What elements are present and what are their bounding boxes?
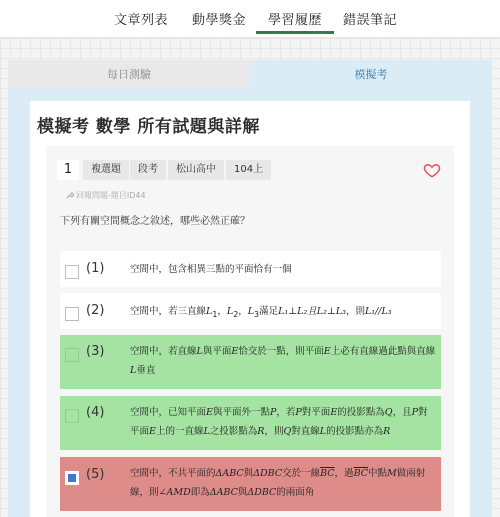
option-4-checkbox[interactable]	[65, 409, 79, 423]
option-1-label: (1)	[86, 261, 105, 276]
option-4-label: (4)	[86, 405, 105, 420]
question-number: 1	[57, 160, 79, 180]
tag-semester[interactable]: 104上	[226, 160, 271, 180]
tag-exam-type[interactable]: 段考	[130, 160, 166, 180]
wrench-icon	[66, 191, 74, 199]
question-stem: 下列有關空間概念之敘述，哪些必然正確？	[60, 216, 250, 227]
report-link-text: 回報問題-題目ID44	[76, 191, 146, 200]
option-3[interactable]	[60, 335, 441, 389]
page-title: 模擬考 數學 所有試題與詳解	[37, 117, 260, 137]
nav-tab-article-list[interactable]: 文章列表	[114, 13, 169, 28]
sub-tabs	[8, 60, 492, 89]
option-4-text: 空間中，已知平面E與平面外一點P，若P對平面E的投影點為Q，且P對 平面E上的一直線L之投影點為R，則Q對直線L的投影點亦為R	[130, 407, 428, 437]
option-2-text: 空間中，若三直線$L_1$，$L_2$，$L_3$滿足L₁⊥L₂且L₂⊥L₃，則L₁//L₃	[130, 306, 392, 319]
nav-tab-learning-history[interactable]: 學習履歷	[256, 9, 334, 34]
option-2-checkbox[interactable]	[65, 307, 79, 321]
favorite-heart-icon[interactable]	[423, 161, 441, 179]
top-navigation	[0, 0, 500, 38]
option-4[interactable]	[60, 396, 441, 450]
option-1[interactable]	[60, 251, 441, 287]
option-1-text: 空間中，包含相異三點的平面恰有一個	[130, 264, 292, 275]
subtab-daily-quiz[interactable]: 每日測驗	[8, 60, 250, 89]
nav-tab-error-notes[interactable]: 錯誤筆記	[343, 13, 398, 28]
option-1-checkbox[interactable]	[65, 265, 79, 279]
subtab-mock-exam[interactable]: 模擬考	[250, 60, 492, 89]
option-5-text: 空間中，不共平面的ΔABC與ΔDBC交於一線$\overline{BC}$，過$\overline{BC}$中點M做兩射 線，則∠AMD即為ΔABC與ΔDBC的兩面角	[130, 468, 426, 498]
option-2-label: (2)	[86, 303, 105, 318]
option-5-label: (5)	[86, 467, 105, 482]
option-2[interactable]	[60, 293, 441, 329]
nav-tab-bonus[interactable]: 動學獎金	[192, 13, 247, 28]
option-5[interactable]	[60, 457, 441, 511]
option-5-checkbox[interactable]	[65, 471, 79, 485]
option-3-label: (3)	[86, 344, 105, 359]
checkbox-checked-icon	[68, 474, 76, 482]
option-3-text: 空間中，若直線L與平面E恰交於一點，則平面E上必有直線過此點與直線 L垂直	[130, 346, 436, 376]
tag-school[interactable]: 松山高中	[168, 160, 224, 180]
option-3-checkbox[interactable]	[65, 348, 79, 362]
report-problem-link[interactable]	[66, 190, 146, 201]
tag-question-type[interactable]: 複選題	[83, 160, 129, 180]
